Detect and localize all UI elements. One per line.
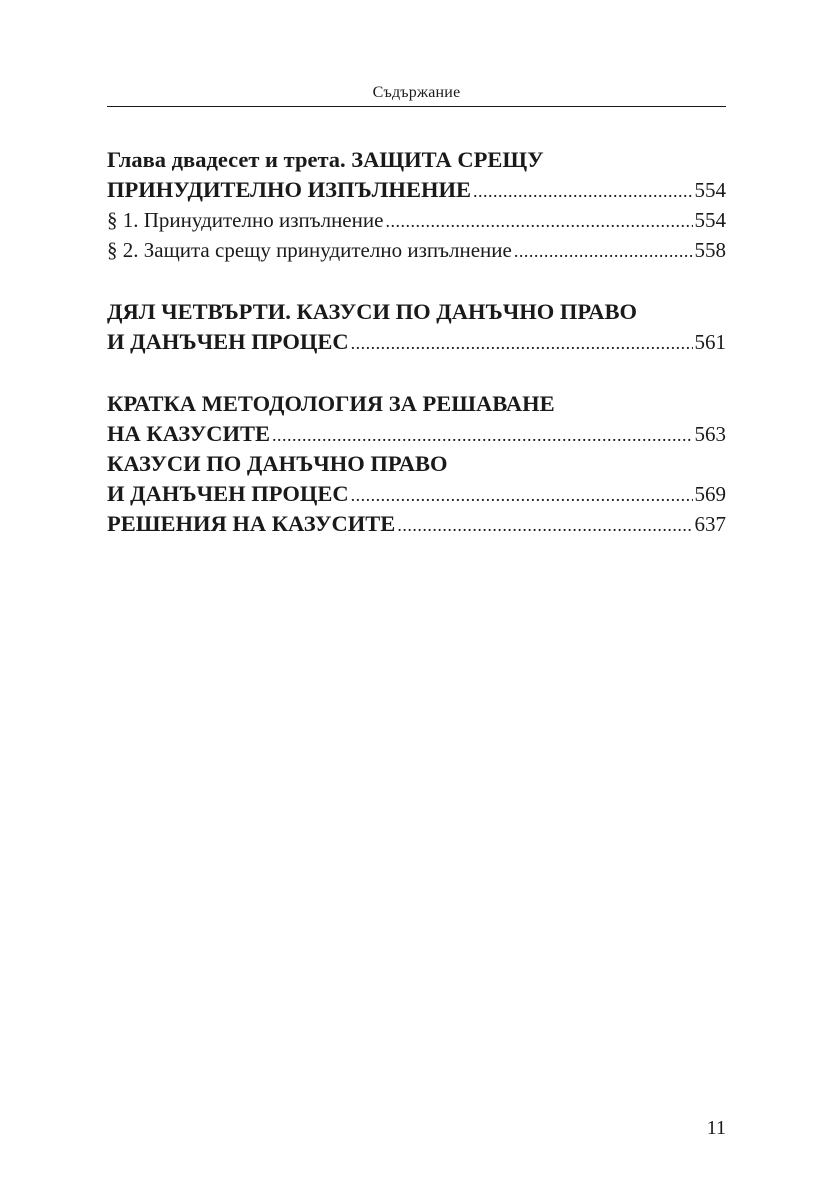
spacer	[107, 357, 726, 389]
toc-entry-page: 554	[694, 208, 726, 232]
dot-leader	[514, 236, 693, 266]
dot-leader	[272, 420, 693, 450]
toc-entry-section-2[interactable]	[107, 235, 726, 265]
dot-leader	[351, 480, 693, 510]
dot-leader	[351, 328, 693, 358]
spacer	[107, 265, 726, 297]
toc-entry-cases[interactable]	[107, 479, 726, 509]
toc-entry-cases-line1[interactable]	[107, 449, 726, 479]
toc-entry-title: Глава двадесет и трета. ЗАЩИТА СРЕЩУ	[107, 147, 544, 172]
toc-entry-part-4[interactable]	[107, 327, 726, 357]
toc-entry-title: ДЯЛ ЧЕТВЪРТИ. КАЗУСИ ПО ДАНЪЧНО ПРАВО	[107, 299, 637, 324]
toc-entry-title: ПРИНУДИТЕЛНО ИЗПЪЛНЕНИЕ	[107, 177, 471, 202]
toc-entry-methodology-line1[interactable]	[107, 389, 726, 419]
toc-entry-title: § 1. Принудително изпълнение	[107, 208, 384, 232]
toc-entry-title: НА КАЗУСИТЕ	[107, 421, 270, 446]
header-rule	[107, 106, 726, 107]
toc-entry-solutions[interactable]	[107, 509, 726, 539]
toc-entry-title: И ДАНЪЧЕН ПРОЦЕС	[107, 481, 349, 506]
toc-entry-chapter-23-line1[interactable]	[107, 145, 726, 175]
toc-entry-page: 637	[694, 512, 726, 536]
toc-entry-title: И ДАНЪЧЕН ПРОЦЕС	[107, 329, 349, 354]
page-number: 11	[706, 1117, 726, 1139]
toc-entry-page: 554	[694, 178, 726, 202]
dot-leader	[473, 176, 693, 206]
dot-leader	[397, 510, 692, 540]
toc-entry-page: 558	[694, 238, 726, 262]
toc-entry-methodology[interactable]	[107, 419, 726, 449]
toc-entry-page: 561	[694, 330, 726, 354]
toc-entry-page: 563	[694, 422, 726, 446]
toc-entry-title: РЕШЕНИЯ НА КАЗУСИТЕ	[107, 511, 396, 536]
table-of-contents	[107, 145, 726, 539]
toc-entry-chapter-23[interactable]	[107, 175, 726, 205]
toc-entry-part-4-line1[interactable]	[107, 297, 726, 327]
toc-entry-title: КРАТКА МЕТОДОЛОГИЯ ЗА РЕШАВАНЕ	[107, 391, 555, 416]
toc-entry-title: КАЗУСИ ПО ДАНЪЧНО ПРАВО	[107, 451, 448, 476]
toc-entry-title: § 2. Защита срещу принудително изпълнение	[107, 238, 512, 262]
running-title: Съдържание	[372, 84, 461, 101]
dot-leader	[385, 206, 692, 236]
toc-entry-page: 569	[694, 482, 726, 506]
toc-entry-section-1[interactable]	[107, 205, 726, 235]
